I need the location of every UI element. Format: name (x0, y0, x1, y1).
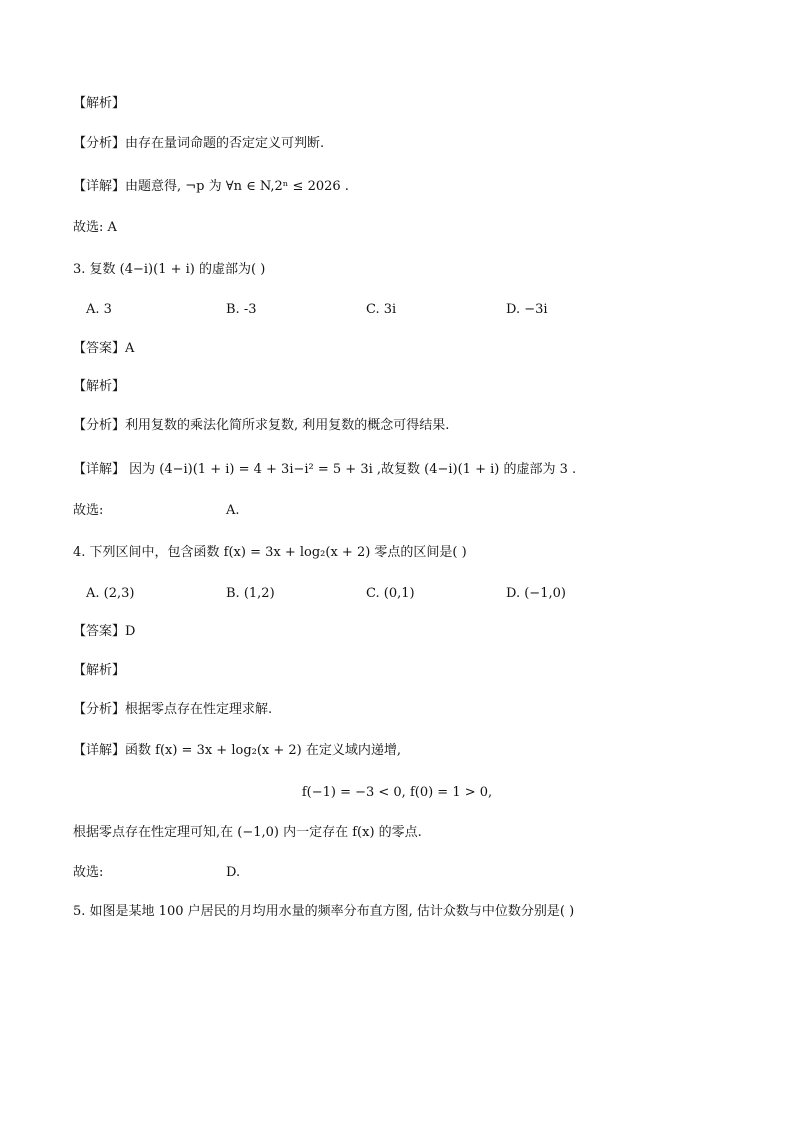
q4-option-c: C. (0,1) (366, 586, 415, 601)
answer-select: 故选: A (73, 220, 117, 235)
q4-option-b: B. (1,2) (226, 586, 275, 601)
q4-analysis: 【分析】根据零点存在性定理求解. (73, 702, 273, 717)
detail-text: 【详解】由题意得, ¬p 为 ∀n ∈ N,2ⁿ ≤ 2026 . (73, 179, 349, 194)
q3-option-d: D. −3i (506, 302, 548, 317)
q4-select-label: 故选: (73, 865, 104, 880)
q4-formula: f(−1) = −3 < 0, f(0) = 1 > 0, (301, 785, 493, 800)
q3-analysis: 【分析】利用复数的乘法化简所求复数, 利用复数的概念可得结果. (73, 418, 450, 433)
question-3: 3. 复数 (4−i)(1 + i) 的虚部为( ) (73, 262, 266, 277)
q4-select-value: D. (226, 865, 241, 880)
question-5: 5. 如图是某地 100 户居民的月均用水量的频率分布直方图, 估计众数与中位数分别是( ) (73, 904, 575, 919)
q4-option-d: D. (−1,0) (506, 586, 566, 601)
q4-analysis-heading: 【解析】 (73, 663, 126, 678)
q3-option-a: A. 3 (86, 302, 112, 317)
q3-option-b: B. -3 (226, 302, 257, 317)
q3-analysis-heading: 【解析】 (73, 379, 126, 394)
q3-detail: 【详解】 因为 (4−i)(1 + i) = 4 + 3i−i² = 5 + 3i ,故复数 (4−i)(1 + i) 的虚部为 3 . (73, 462, 577, 477)
q3-select-label: 故选: (73, 503, 104, 518)
analysis-text: 【分析】由存在量词命题的否定定义可判断. (73, 136, 325, 151)
question-4: 4. 下列区间中，包含函数 f(x) = 3x + log₂(x + 2) 零点的区间是( ) (73, 545, 467, 560)
q4-detail: 【详解】函数 f(x) = 3x + log₂(x + 2) 在定义域内递增, (73, 743, 402, 758)
q3-option-c: C. 3i (366, 302, 397, 317)
q3-answer: 【答案】A (73, 341, 135, 356)
q3-select-value: A. (226, 503, 240, 518)
analysis-heading: 【解析】 (73, 96, 126, 111)
q4-conclusion: 根据零点存在性定理可知,在 (−1,0) 内一定存在 f(x) 的零点. (73, 825, 422, 840)
q4-option-a: A. (2,3) (86, 586, 135, 601)
q4-answer: 【答案】D (73, 624, 136, 639)
